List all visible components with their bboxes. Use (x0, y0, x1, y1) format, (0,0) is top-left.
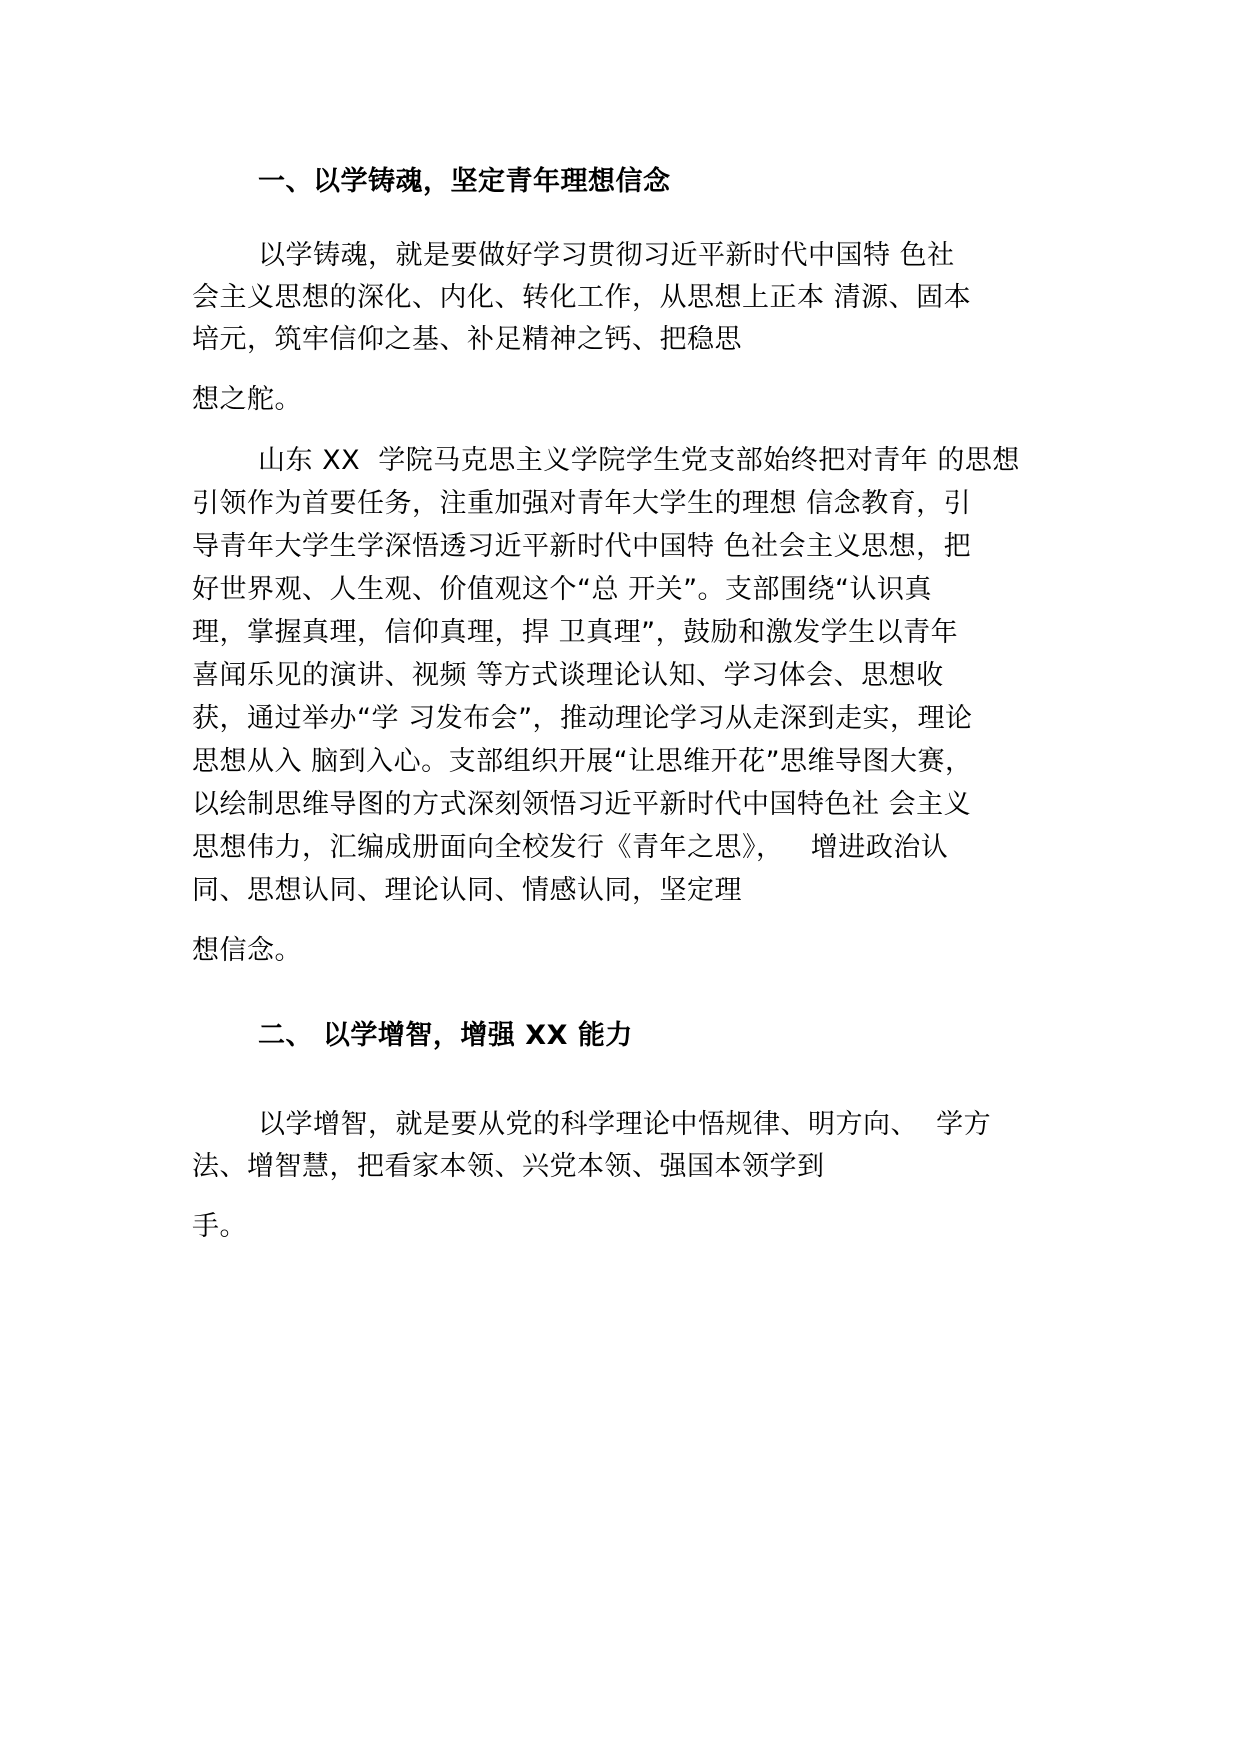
paragraph-line: 引领作为首要任务，注重加强对青年大学生的理想 信念教育，引 (192, 488, 972, 519)
paragraph-line: 思想从入 脑到入心。支部组织开展“让思维开花”思维导图大赛， (192, 746, 973, 777)
paragraph-line: 好世界观、人生观、价值观这个“总 开关”。支部围绕“认识真 (192, 574, 933, 605)
paragraph-line: 想之舵。 (192, 384, 302, 415)
paragraph-line: 思想伟力，汇编成册面向全校发行《青年之思》， 增进政治认 (192, 832, 949, 863)
paragraph-line: 获，通过举办“学 习发布会”，推动理论学习从走深到走实，理论 (192, 703, 973, 734)
paragraph-line: 手。 (192, 1211, 247, 1242)
paragraph-line: 同、思想认同、理论认同、情感认同，坚定理 (192, 875, 742, 906)
paragraph-line: 导青年大学生学深悟透习近平新时代中国特 色社会主义思想，把 (192, 531, 972, 562)
paragraph-line: 喜闻乐见的演讲、视频 等方式谈理论认知、学习体会、思想收 (192, 660, 944, 691)
paragraph-line: 以绘制思维导图的方式深刻领悟习近平新时代中国特色社 会主义 (192, 789, 972, 820)
paragraph-line: 会主义思想的深化、内化、转化工作，从思想上正本 清源、固本 (192, 282, 972, 313)
paragraph-line: 培元，筑牢信仰之基、补足精神之钙、把稳思 (192, 324, 742, 355)
section-heading-1: 一、以学铸魂，坚定青年理想信念 (258, 166, 671, 197)
paragraph-line: 法、增智慧，把看家本领、兴党本领、强国本领学到 (192, 1151, 825, 1182)
paragraph-line: 想信念。 (192, 935, 302, 966)
section-heading-2: 二、 以学增智，增强 XX 能力 (258, 1020, 633, 1051)
paragraph-line: 以学增智，就是要从党的科学理论中悟规律、明方向、 学方 (258, 1109, 992, 1140)
paragraph-line: 以学铸魂，就是要做好学习贯彻习近平新时代中国特 色社 (258, 240, 955, 271)
paragraph-line: 山东 XX 学院马克思主义学院学生党支部始终把对青年 的思想 (258, 445, 1020, 476)
paragraph-line: 理，掌握真理，信仰真理，捍 卫真理”，鼓励和激发学生以青年 (192, 617, 959, 648)
